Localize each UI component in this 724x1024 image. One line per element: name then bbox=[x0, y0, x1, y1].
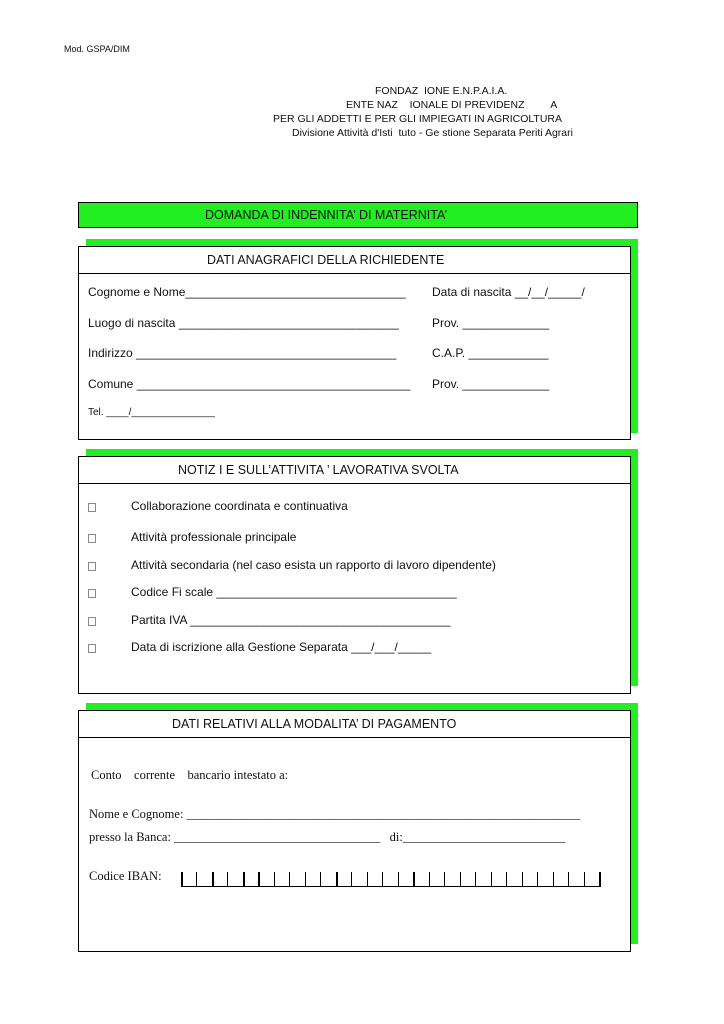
option-label: Attività professionale principale bbox=[131, 530, 297, 544]
vat-number-field[interactable]: Partita IVA _______________________________________ bbox=[131, 613, 451, 627]
municipality-field[interactable]: Comune _________________________________________ bbox=[88, 377, 411, 391]
header-line-4: Divisione Attività d'Isti tuto - Ge stione Separata Periti Agrari bbox=[292, 127, 573, 139]
header-line-3: PER GLI ADDETTI E PER GLI IMPIEGATI IN AGRICOLTURA bbox=[273, 113, 563, 125]
iban-cell-divider bbox=[491, 872, 492, 886]
section-title: DATI RELATIVI ALLA MODALITA’ DI PAGAMENTO bbox=[79, 711, 630, 738]
iban-cell-divider bbox=[367, 872, 368, 886]
birth-place-field[interactable]: Luogo di nascita _________________________________ bbox=[88, 316, 399, 330]
iban-cell-divider bbox=[243, 872, 245, 886]
section-activity bbox=[78, 456, 631, 694]
section-title: DATI ANAGRAFICI DELLA RICHIEDENTE bbox=[79, 247, 630, 274]
iban-cell-divider bbox=[506, 872, 507, 886]
checkbox[interactable] bbox=[88, 534, 96, 543]
header-line-1: FONDAZ IONE E.N.P.A.I.A. bbox=[375, 85, 508, 97]
iban-cell-divider bbox=[351, 872, 352, 886]
postal-code-field[interactable]: C.A.P. ____________ bbox=[432, 346, 549, 360]
province-field-2[interactable]: Prov. _____________ bbox=[432, 377, 550, 391]
iban-cell-divider bbox=[196, 872, 197, 886]
iban-cell-divider bbox=[475, 872, 476, 886]
iban-cell-divider bbox=[336, 872, 338, 886]
section-payment bbox=[78, 710, 631, 952]
option-label: Collaborazione coordinata e continuativa bbox=[131, 499, 348, 513]
surname-name-field[interactable]: Cognome e Nome_________________________________ bbox=[88, 285, 406, 299]
iban-cell-divider bbox=[212, 872, 214, 886]
checkbox[interactable] bbox=[88, 644, 96, 653]
address-field[interactable]: Indirizzo _______________________________________ bbox=[88, 346, 397, 360]
bank-field[interactable]: presso la Banca: _________________________________ di:__________________________ bbox=[89, 830, 566, 844]
iban-cell-divider bbox=[553, 872, 554, 886]
checkbox[interactable] bbox=[88, 562, 96, 571]
option-label: Attività secondaria (nel caso esista un rapporto di lavoro dipendente) bbox=[131, 558, 496, 572]
header-line-2: ENTE NAZ IONALE DI PREVIDENZ A bbox=[346, 99, 558, 111]
iban-cell-divider bbox=[227, 872, 228, 886]
iban-cell-divider bbox=[522, 872, 523, 886]
iban-cell-divider bbox=[444, 872, 445, 886]
iban-cell-divider bbox=[320, 872, 321, 886]
iban-cell-divider bbox=[398, 872, 399, 886]
iban-cell-divider bbox=[289, 872, 290, 886]
birth-date-field[interactable]: Data di nascita __/__/_____/ bbox=[432, 285, 585, 299]
iban-input[interactable] bbox=[181, 872, 601, 887]
section-personal-data bbox=[78, 246, 631, 440]
phone-field[interactable]: Tel. ____/_______________ bbox=[88, 407, 215, 418]
iban-cell-divider bbox=[181, 872, 183, 886]
iban-cell-divider bbox=[429, 872, 430, 886]
form-title: DOMANDA DI INDENNITA’ DI MATERNITA’ bbox=[78, 202, 638, 228]
issuer-header bbox=[240, 84, 620, 140]
iban-cell-divider bbox=[382, 872, 383, 886]
iban-cell-divider bbox=[599, 872, 601, 886]
checkbox[interactable] bbox=[88, 617, 96, 626]
iban-cell-divider bbox=[584, 872, 585, 886]
checkbox[interactable] bbox=[88, 589, 96, 598]
iban-cell-divider bbox=[274, 872, 275, 886]
tax-code-field[interactable]: Codice Fi scale ____________________________________ bbox=[131, 585, 457, 599]
province-field[interactable]: Prov. _____________ bbox=[432, 316, 550, 330]
iban-cell-divider bbox=[568, 872, 569, 886]
account-holder-field[interactable]: Nome e Cognome: _______________________________________________________________ bbox=[89, 807, 581, 821]
iban-cell-divider bbox=[460, 872, 461, 886]
iban-cell-divider bbox=[537, 872, 538, 886]
iban-cell-divider bbox=[413, 872, 415, 886]
iban-cell-divider bbox=[305, 872, 306, 886]
registration-date-field[interactable]: Data di iscrizione alla Gestione Separata ___/___/_____ bbox=[131, 640, 432, 654]
section-title: NOTIZ I E SULL’ATTIVITA ’ LAVORATIVA SVOLTA bbox=[79, 457, 630, 484]
checkbox[interactable] bbox=[88, 503, 96, 512]
account-holder-label: Conto corrente bancario intestato a: bbox=[91, 768, 289, 782]
iban-cell-divider bbox=[258, 872, 260, 886]
iban-label: Codice IBAN: bbox=[89, 869, 162, 883]
form-code: Mod. GSPA/DIM bbox=[64, 44, 130, 54]
